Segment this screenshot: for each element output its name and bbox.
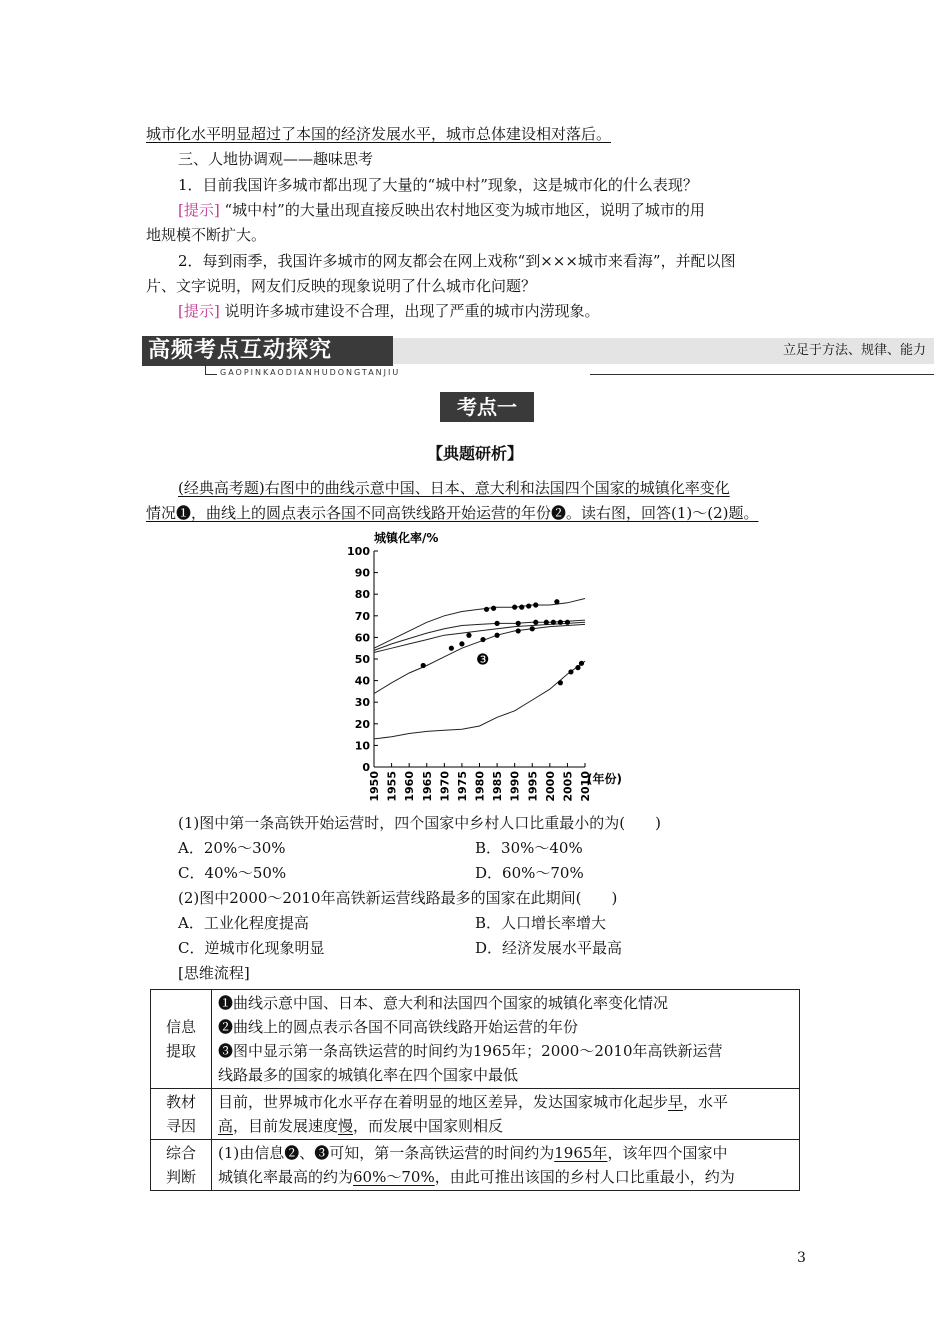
row-label: 教材 寻因 bbox=[151, 1089, 212, 1140]
railway-point bbox=[480, 637, 485, 642]
railway-point bbox=[516, 628, 521, 633]
railway-point bbox=[484, 607, 489, 612]
option-2d: D．经济发展水平最高 bbox=[475, 939, 623, 957]
answer-1-text: “城中村”的大量出现直接反映出农村地区变为城市地区，说明了城市的用 bbox=[224, 201, 705, 219]
question-2-line-2: 片、文字说明，网友们反映的现象说明了什么城市化问题？ bbox=[146, 277, 537, 295]
row-label: 信息 提取 bbox=[151, 990, 212, 1089]
dianti-heading: 【典题研析】 bbox=[426, 444, 523, 463]
railway-point bbox=[459, 641, 464, 646]
railway-point bbox=[466, 633, 471, 638]
page-number: 3 bbox=[797, 1250, 806, 1266]
table-row bbox=[151, 990, 800, 1089]
marker-3-label: ❸ bbox=[475, 650, 490, 669]
railway-point bbox=[533, 620, 538, 625]
y-tick-label: 80 bbox=[354, 588, 370, 602]
x-tick-label: 2000 bbox=[543, 771, 557, 802]
x-tick-label: 1995 bbox=[526, 771, 540, 802]
x-tick-label: 1950 bbox=[368, 771, 381, 802]
x-tick-label: 1975 bbox=[455, 771, 469, 802]
railway-point bbox=[554, 599, 559, 604]
railway-point bbox=[544, 620, 549, 625]
y-tick-label: 70 bbox=[354, 609, 370, 623]
series-line-5 bbox=[374, 661, 585, 739]
railway-point bbox=[568, 669, 573, 674]
x-tick-label: 2005 bbox=[561, 771, 575, 802]
railway-point bbox=[579, 661, 584, 666]
railway-point bbox=[526, 603, 531, 608]
sub-question-1: (1)图中第一条高铁开始运营时，四个国家中乡村人口比重最小的为( ) bbox=[178, 814, 661, 832]
option-1c: C．40%～50% bbox=[178, 864, 287, 882]
x-axis-label: (年份) bbox=[587, 772, 622, 786]
y-tick-label: 90 bbox=[354, 566, 370, 580]
railway-point bbox=[494, 621, 499, 626]
x-tick-label: 1985 bbox=[491, 771, 505, 802]
banner-decoration bbox=[205, 364, 206, 374]
answer-1-line-1 bbox=[178, 199, 705, 221]
railway-point bbox=[519, 605, 524, 610]
y-tick-label: 30 bbox=[354, 696, 370, 710]
x-tick-label: 2010 bbox=[579, 771, 592, 802]
table-row bbox=[151, 1140, 800, 1191]
sub-question-2: (2)图中2000～2010年高铁新运营线路最多的国家在此期间( ) bbox=[178, 889, 618, 907]
x-tick-label: 1990 bbox=[508, 771, 522, 802]
answer-2 bbox=[178, 300, 600, 322]
answer-1-line-2: 地规模不断扩大。 bbox=[146, 226, 267, 244]
railway-point bbox=[565, 620, 570, 625]
railway-point bbox=[494, 633, 499, 638]
option-1d: D．60%～70% bbox=[475, 864, 584, 882]
x-tick-label: 1965 bbox=[420, 771, 434, 802]
railway-point bbox=[512, 605, 517, 610]
railway-point bbox=[530, 626, 535, 631]
y-axis-label: 城镇化率/% bbox=[374, 531, 439, 545]
hint-label: [提示] bbox=[178, 302, 220, 320]
y-tick-label: 50 bbox=[354, 653, 370, 666]
question-stem-line-1: (经典高考题)右图中的曲线示意中国、日本、意大利和法国四个国家的城镇化率变化 bbox=[178, 479, 730, 497]
railway-point bbox=[558, 620, 563, 625]
option-1a: A．20%～30% bbox=[178, 839, 286, 857]
answer-2-text: 说明许多城市建设不合理，出现了严重的城市内涝现象。 bbox=[224, 302, 600, 320]
banner-tagline: 立足于方法、规律、能力 bbox=[782, 343, 926, 358]
row-label: 综合 判断 bbox=[151, 1140, 212, 1191]
y-tick-label: 10 bbox=[354, 739, 370, 753]
y-tick-label: 0 bbox=[362, 761, 370, 774]
railway-point bbox=[449, 646, 454, 651]
option-2b: B．人口增长率增大 bbox=[475, 914, 607, 932]
y-tick-label: 60 bbox=[354, 631, 370, 645]
urbanization-chart bbox=[330, 528, 650, 810]
railway-point bbox=[558, 680, 563, 685]
x-tick-label: 1960 bbox=[403, 771, 417, 802]
flow-heading: [思维流程] bbox=[178, 964, 250, 982]
option-2a: A．工业化程度提高 bbox=[178, 914, 309, 932]
y-tick-label: 20 bbox=[354, 717, 370, 731]
question-stem-line-2: 情况❶，曲线上的圆点表示各国不同高铁线路开始运营的年份❷。读右图，回答(1)～(2)题。 bbox=[146, 504, 759, 522]
thinking-flow-table bbox=[150, 989, 800, 1191]
banner-pinyin: GAOPINKAODIANHUDONGTANJIU bbox=[220, 368, 401, 377]
kaodian-title: 考点一 bbox=[440, 392, 534, 422]
x-tick-label: 1970 bbox=[438, 771, 452, 802]
x-tick-label: 1980 bbox=[473, 771, 487, 802]
railway-point bbox=[421, 663, 426, 668]
question-1: 1．目前我国许多城市都出现了大量的“城中村”现象，这是城市化的什么表现？ bbox=[178, 176, 698, 194]
row-content: (1)由信息❷、❸可知，第一条高铁运营的时间约为1965年，该年四个国家中 城镇化率最高的约为60%～70%，由此可推出该国的乡村人口比重最小，约为 bbox=[212, 1140, 800, 1191]
intro-text: 城市化水平明显超过了本国的经济发展水平，城市总体建设相对落后。 bbox=[146, 125, 612, 143]
row-content: ❶曲线示意中国、日本、意大利和法国四个国家的城镇化率变化情况 ❷曲线上的圆点表示各国不同高铁线路开始运营的年份 ❸图中显示第一条高铁运营的时间约为1965年；2000～2010年高铁新运营 线路最多的国家的城镇化率在四个国家中最低 bbox=[212, 990, 800, 1089]
table-row bbox=[151, 1089, 800, 1140]
railway-point bbox=[516, 621, 521, 626]
banner-decoration bbox=[590, 374, 934, 375]
x-tick-label: 1955 bbox=[385, 771, 399, 802]
y-tick-label: 40 bbox=[354, 674, 370, 688]
railway-point bbox=[551, 620, 556, 625]
railway-point bbox=[533, 602, 538, 607]
railway-point bbox=[491, 606, 496, 611]
banner-decoration bbox=[205, 374, 217, 375]
option-1b: B．30%～40% bbox=[475, 839, 583, 857]
y-tick-label: 100 bbox=[347, 545, 370, 558]
section-heading: 三、人地协调观——趣味思考 bbox=[178, 150, 374, 168]
option-2c: C．逆城市化现象明显 bbox=[178, 939, 325, 957]
question-2-line-1: 2．每到雨季，我国许多城市的网友都会在网上戏称“到×××城市来看海”，并配以图 bbox=[178, 252, 736, 270]
row-content: 目前，世界城市化水平存在着明显的地区差异，发达国家城市化起步早，水平 高，目前发展速度慢，而发展中国家则相反 bbox=[212, 1089, 800, 1140]
banner-title: 高频考点互动探究 bbox=[142, 336, 393, 366]
railway-point bbox=[575, 665, 580, 670]
hint-label: [提示] bbox=[178, 201, 220, 219]
